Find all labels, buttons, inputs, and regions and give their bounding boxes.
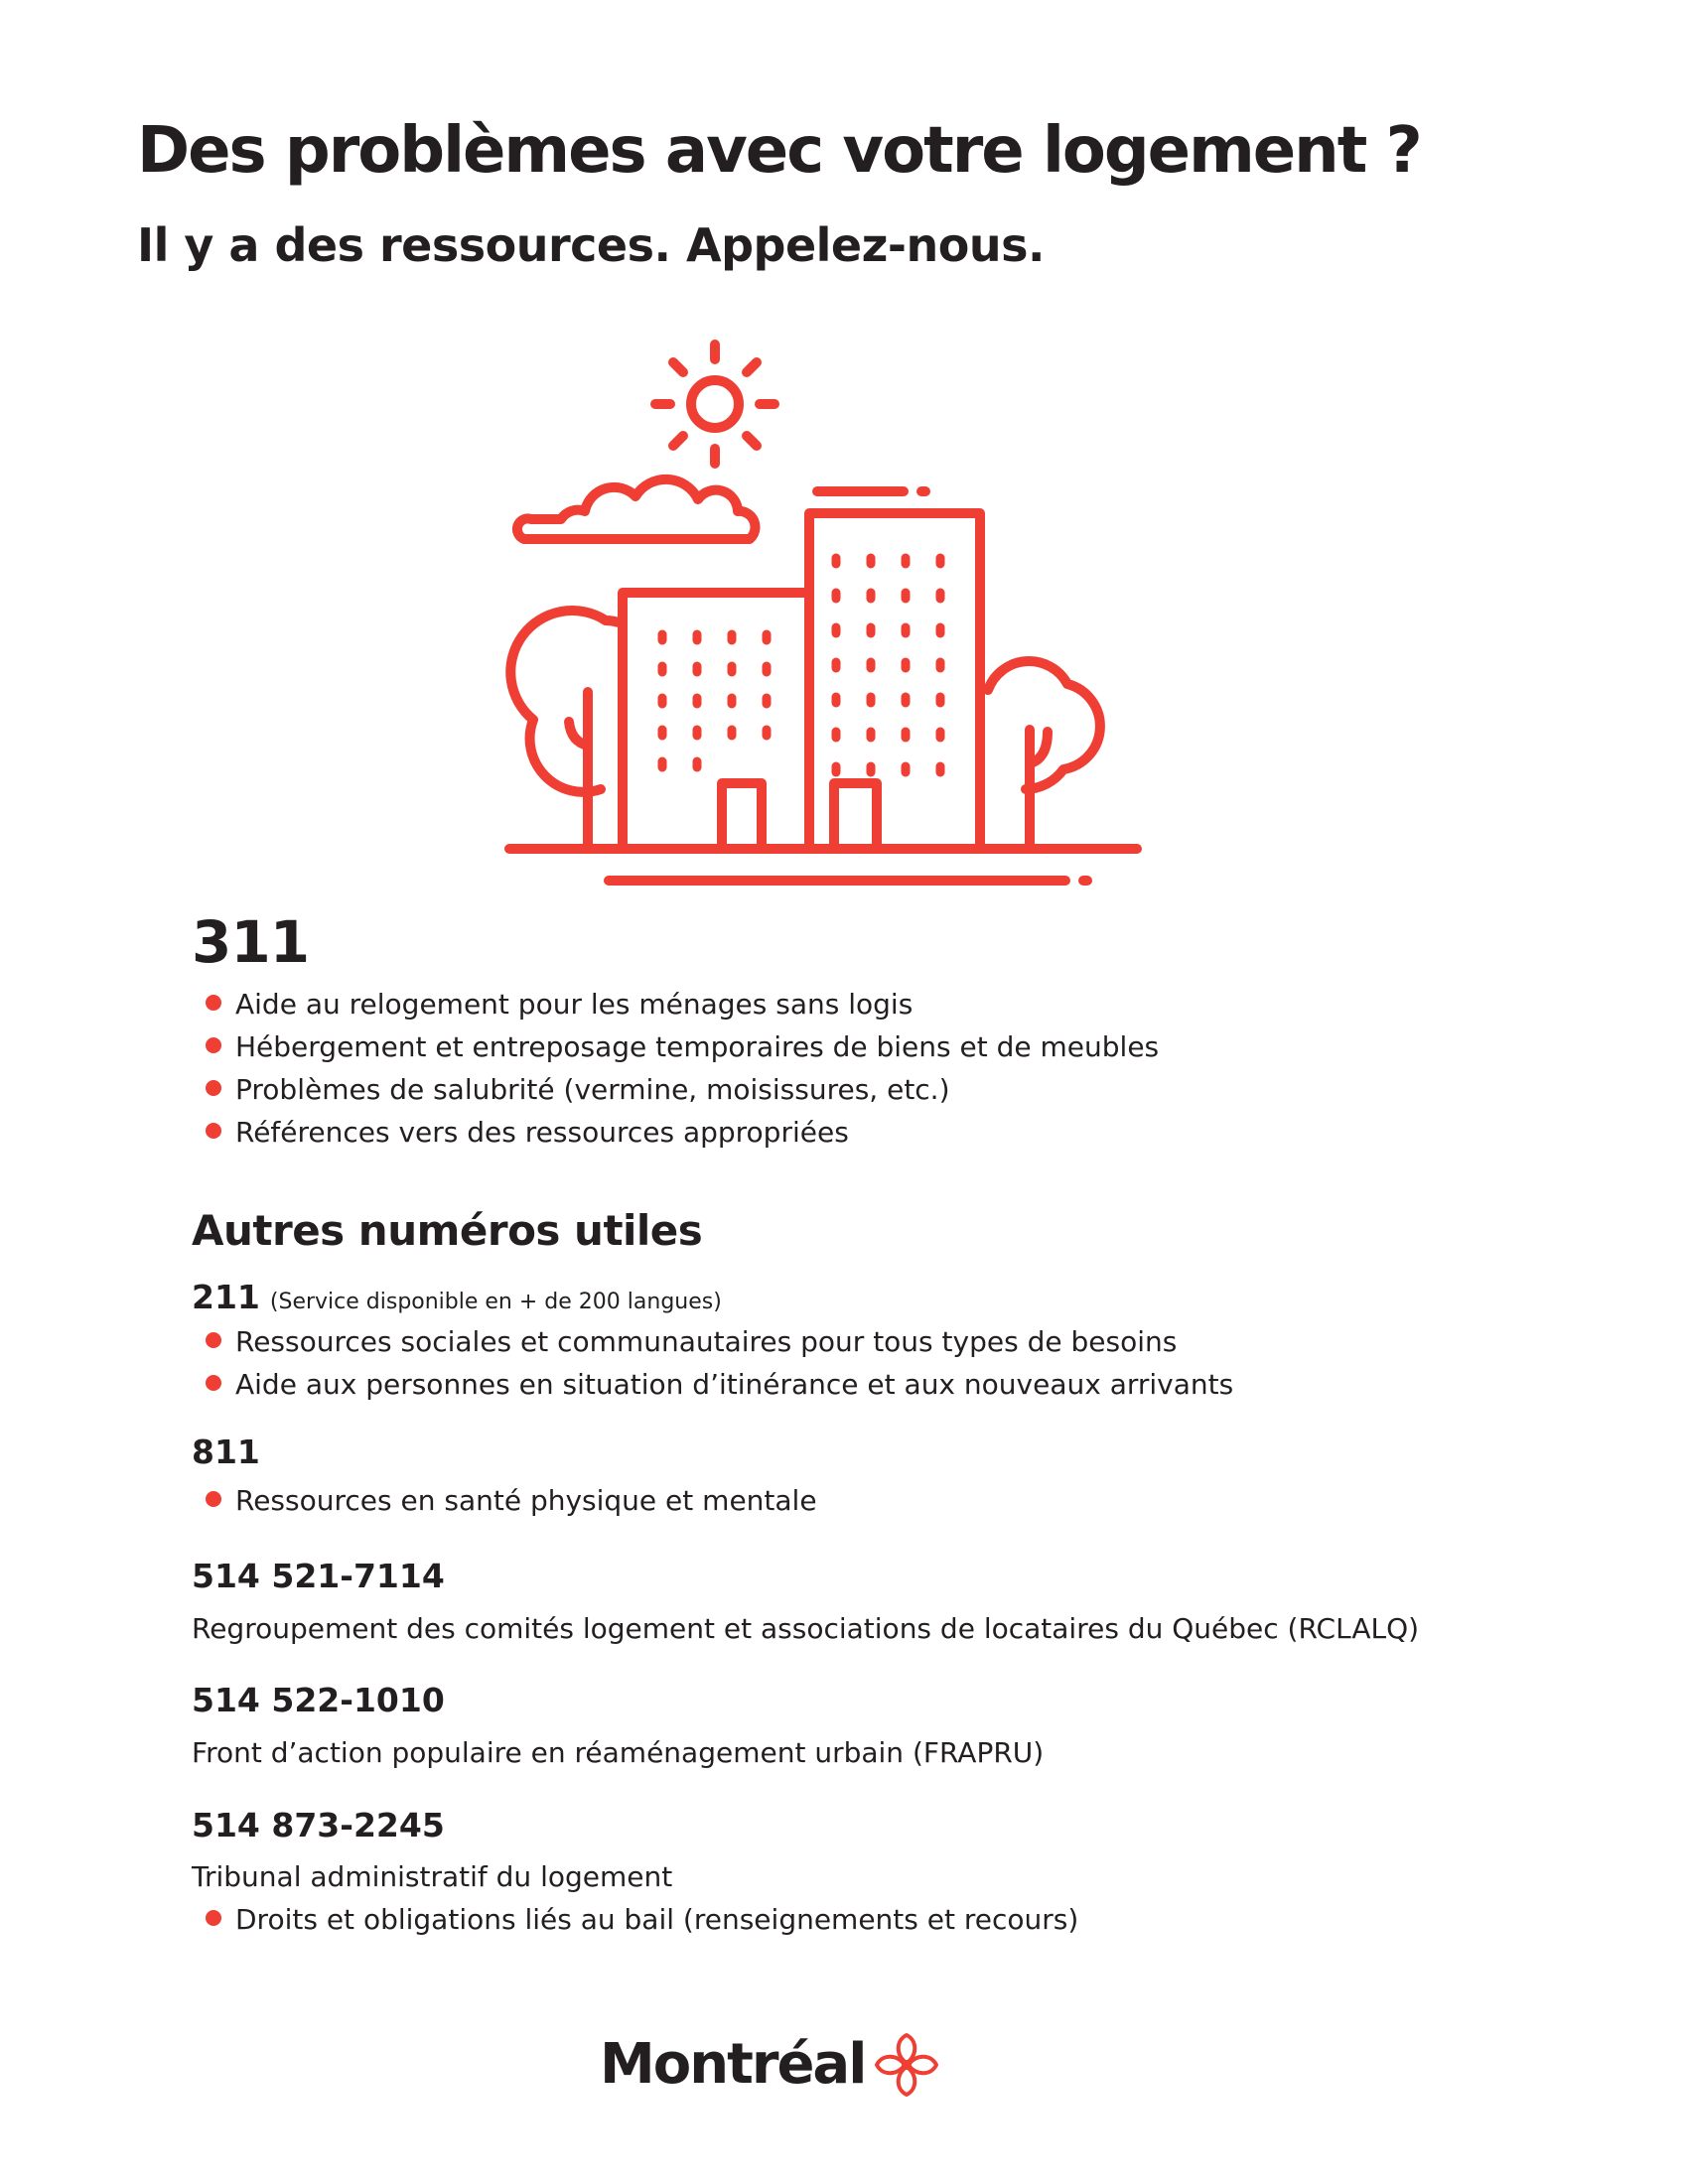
bullet-icon bbox=[206, 1332, 221, 1348]
tall-building-windows bbox=[836, 558, 940, 772]
organization-rclalq: Regroupement des comités logement et associations de locataires du Québec (RCLALQ) bbox=[192, 1612, 1420, 1645]
main-number-311: 311 bbox=[192, 908, 310, 976]
ground-lines bbox=[509, 849, 1137, 881]
phone-number-rclalq: 514 521-7114 bbox=[192, 1557, 445, 1595]
service-note: (Service disponible en + de 200 langues) bbox=[269, 1290, 722, 1314]
list-item: Références vers des ressources appropriées bbox=[204, 1111, 1159, 1154]
montreal-logo bbox=[600, 2027, 942, 2103]
right-door bbox=[834, 783, 877, 849]
tree-right-icon bbox=[988, 661, 1100, 849]
phone-number-811: 811 bbox=[192, 1433, 260, 1471]
main-services-list bbox=[204, 983, 1159, 1154]
cloud-icon bbox=[517, 479, 756, 539]
services-list-tal bbox=[204, 1898, 1078, 1941]
phone-number-frapru: 514 522-1010 bbox=[192, 1681, 445, 1719]
bullet-icon bbox=[206, 1910, 221, 1926]
bullet-icon bbox=[206, 995, 221, 1011]
page-subtitle: Il y a des ressources. Appelez-nous. bbox=[137, 218, 1045, 272]
list-item: Aide aux personnes en situation d’itinérance et aux nouveaux arrivants bbox=[204, 1363, 1233, 1406]
list-item: Ressources en santé physique et mentale bbox=[204, 1479, 817, 1522]
services-list-211 bbox=[204, 1320, 1233, 1406]
sun-icon bbox=[655, 344, 774, 464]
left-building bbox=[623, 593, 804, 849]
tree-left-icon bbox=[510, 611, 619, 849]
phone-number-211: 211 (Service disponible en + de 200 langues) bbox=[192, 1278, 722, 1316]
montreal-rosette-icon bbox=[871, 2029, 942, 2101]
page-title: Des problèmes avec votre logement ? bbox=[137, 114, 1421, 188]
organization-frapru: Front d’action populaire en réaménagement urbain (FRAPRU) bbox=[192, 1736, 1045, 1769]
bullet-icon bbox=[206, 1375, 221, 1391]
bullet-icon bbox=[206, 1037, 221, 1053]
organization-tal: Tribunal administratif du logement bbox=[192, 1860, 673, 1893]
phone-number-tal: 514 873-2245 bbox=[192, 1806, 445, 1844]
list-item: Hébergement et entreposage temporaires de biens et de meubles bbox=[204, 1025, 1159, 1068]
section-heading-other-numbers: Autres numéros utiles bbox=[192, 1206, 703, 1255]
list-item: Problèmes de salubrité (vermine, moisissures, etc.) bbox=[204, 1068, 1159, 1111]
left-door bbox=[722, 783, 762, 849]
bullet-icon bbox=[206, 1491, 221, 1507]
logo-wordmark: Montréal bbox=[600, 2032, 866, 2097]
bullet-icon bbox=[206, 1123, 221, 1139]
services-list-811 bbox=[204, 1479, 817, 1522]
left-building-windows bbox=[662, 634, 767, 767]
bullet-icon bbox=[206, 1080, 221, 1096]
city-buildings-icon bbox=[501, 333, 1147, 918]
list-item: Droits et obligations liés au bail (renseignements et recours) bbox=[204, 1898, 1078, 1941]
list-item: Aide au relogement pour les ménages sans logis bbox=[204, 983, 1159, 1025]
list-item: Ressources sociales et communautaires pour tous types de besoins bbox=[204, 1320, 1233, 1363]
